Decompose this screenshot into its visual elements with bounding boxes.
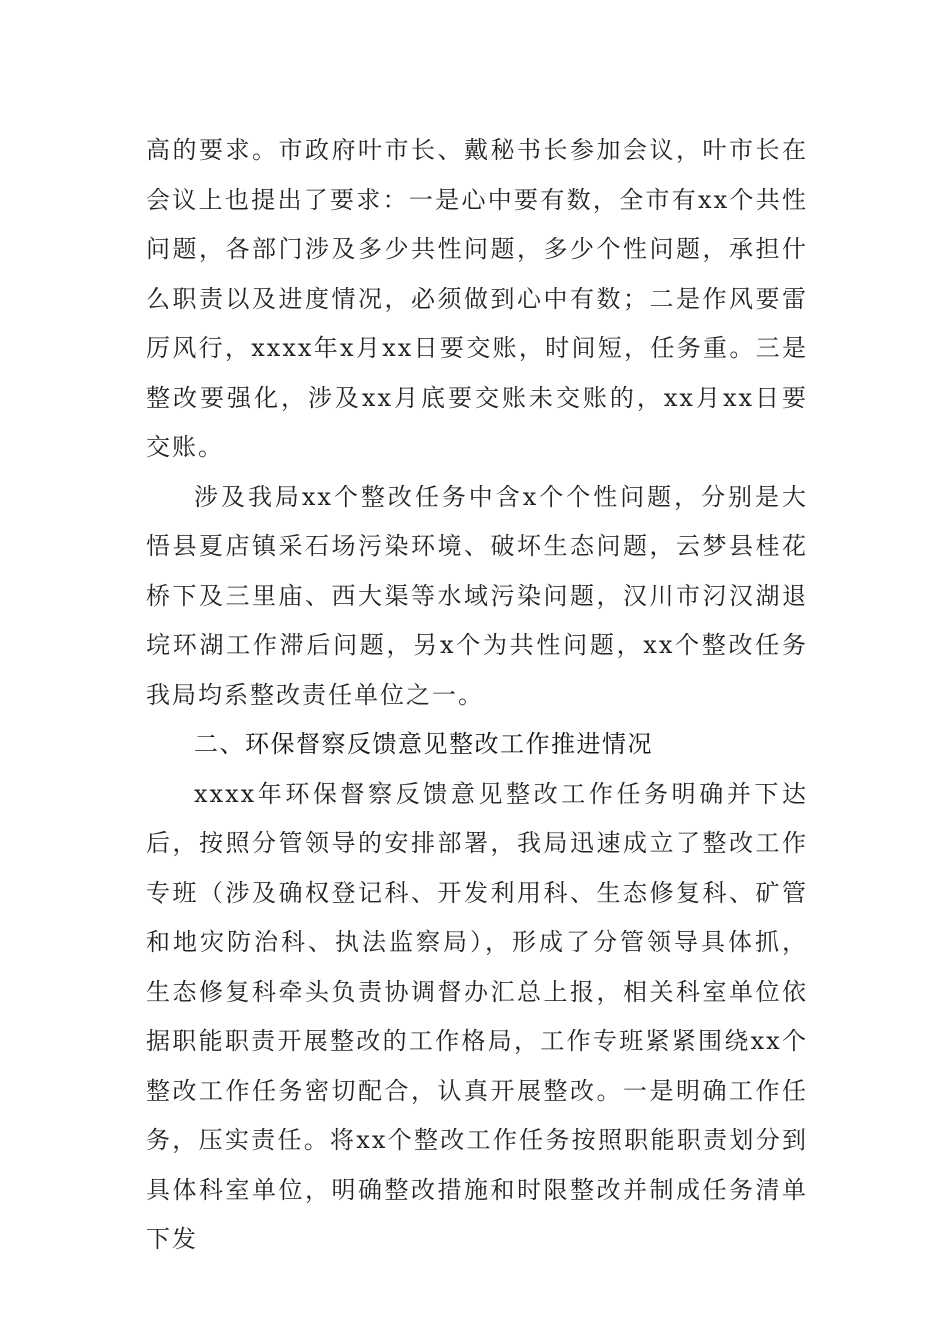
document-body — [146, 126, 808, 1265]
section-heading: 二、环保督察反馈意见整改工作推进情况 — [194, 730, 653, 758]
paragraph-progress: xxxx年环保督察反馈意见整改工作任务明确并下达后，按照分管领导的安排部署，我局迅速成立了整改工作专班（涉及确权登记科、开发利用科、生态修复科、矿管和地灾防治科、执法监察局），形成了分管领导具体抓，生态修复科牵头负责协调督办汇总上报，相关科室单位依据职能职责开展整改的工作格局，工作专班紧紧围绕xx个整改工作任务密切配合，认真开展整改。一是明确工作任务，压实责任。将xx个整改工作任务按照职能职责划分到具体科室单位，明确整改措施和时限整改并制成任务清单下发 — [146, 779, 808, 1253]
paragraph-meeting-requirements: 高的要求。市政府叶市长、戴秘书长参加会议，叶市长在会议上也提出了要求：一是心中要有数，全市有xx个共性问题，各部门涉及多少共性问题，多少个性问题，承担什么职责以及进度情况，必须做到心中有数；二是作风要雷厉风行，xxxx年x月xx日要交账，时间短，任务重。三是整改要强化，涉及xx月底要交账未交账的，xx月xx日要交账。 — [146, 136, 808, 461]
paragraph-rectification-tasks: 涉及我局xx个整改任务中含x个个性问题，分别是大悟县夏店镇采石场污染环境、破坏生态问题，云梦县桂花桥下及三里庙、西大渠等水域污染问题，汉川市汈汉湖退垸环湖工作滞后问题，另x个为共性问题，xx个整改任务我局均系整改责任单位之一。 — [146, 482, 808, 709]
